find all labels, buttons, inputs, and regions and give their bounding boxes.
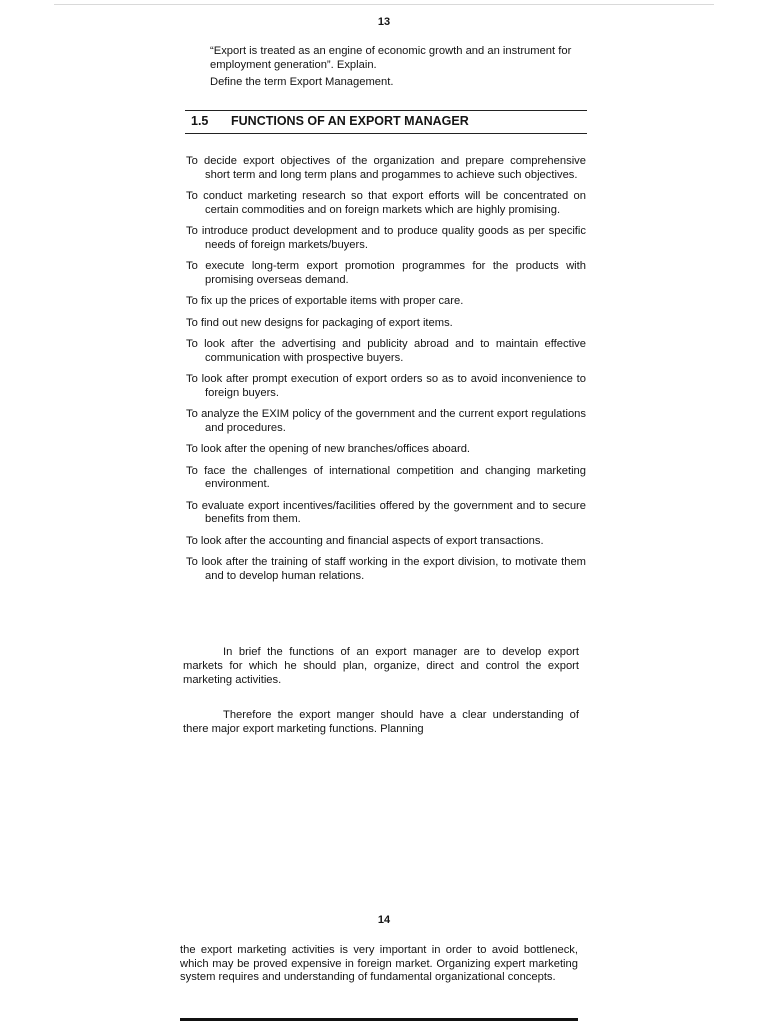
list-item: To look after the accounting and financial aspects of export transactions. <box>186 534 544 547</box>
bottom-rule <box>180 1018 578 1021</box>
functions-list <box>186 155 586 591</box>
page-number-top: 13 <box>377 16 391 28</box>
section-number: 1.5 <box>191 114 209 128</box>
summary-paragraph: In brief the functions of an export manager are to develop export markets for which he should plan, organize, direct and control the export marketing activities. <box>183 646 579 686</box>
list-item: To evaluate export incentives/facilities offered by the government and to secure benefits from them. <box>186 499 586 525</box>
list-item: To look after the opening of new branches/offices aboard. <box>186 443 471 455</box>
therefore-paragraph: Therefore the export manger should have a clear understanding of there major export marketing functions. Planning <box>183 709 579 735</box>
section-title: FUNCTIONS OF AN EXPORT MANAGER <box>231 114 469 128</box>
list-item: To face the challenges of international competition and changing marketing environment. <box>186 464 586 490</box>
continuation-paragraph: the export marketing activities is very important in order to avoid bottleneck, which may be proved expensive in foreign market. Organizing expert marketing system requires and understanding of fundamental organizational concepts. <box>180 944 578 983</box>
section-heading <box>185 110 587 134</box>
list-item: To conduct marketing research so that export efforts will be concentrated on certain commodities and on foreign markets which are highly promising. <box>186 190 586 216</box>
list-item: To execute long-term export promotion programmes for the products with promising overseas demand. <box>186 260 586 286</box>
list-item: To find out new designs for packaging of export items. <box>186 316 453 329</box>
list-item: To decide export objectives of the organization and prepare comprehensive short term and long term plans and progammes to achieve such objectives. <box>186 155 586 181</box>
list-item: To analyze the EXIM policy of the government and the current export regulations and procedures. <box>186 408 586 434</box>
list-item: To look after prompt execution of export orders so as to avoid inconvenience to foreign buyers. <box>186 373 586 399</box>
list-item: To look after the training of staff working in the export division, to motivate them and to develop human relations. <box>186 556 586 582</box>
list-item: To look after the advertising and publicity abroad and to maintain effective communication with prospective buyers. <box>186 338 586 364</box>
list-item: To fix up the prices of exportable items with proper care. <box>186 295 464 307</box>
page-number-bottom: 14 <box>377 914 391 926</box>
review-question-2: Define the term Export Management. <box>210 76 394 88</box>
list-item: To introduce product development and to produce quality goods as per specific needs of foreign markets/buyers. <box>186 225 586 251</box>
review-question-1: “Export is treated as an engine of economic growth and an instrument for employment generation”. Explain. <box>210 45 572 71</box>
page-edge-line <box>54 4 714 5</box>
